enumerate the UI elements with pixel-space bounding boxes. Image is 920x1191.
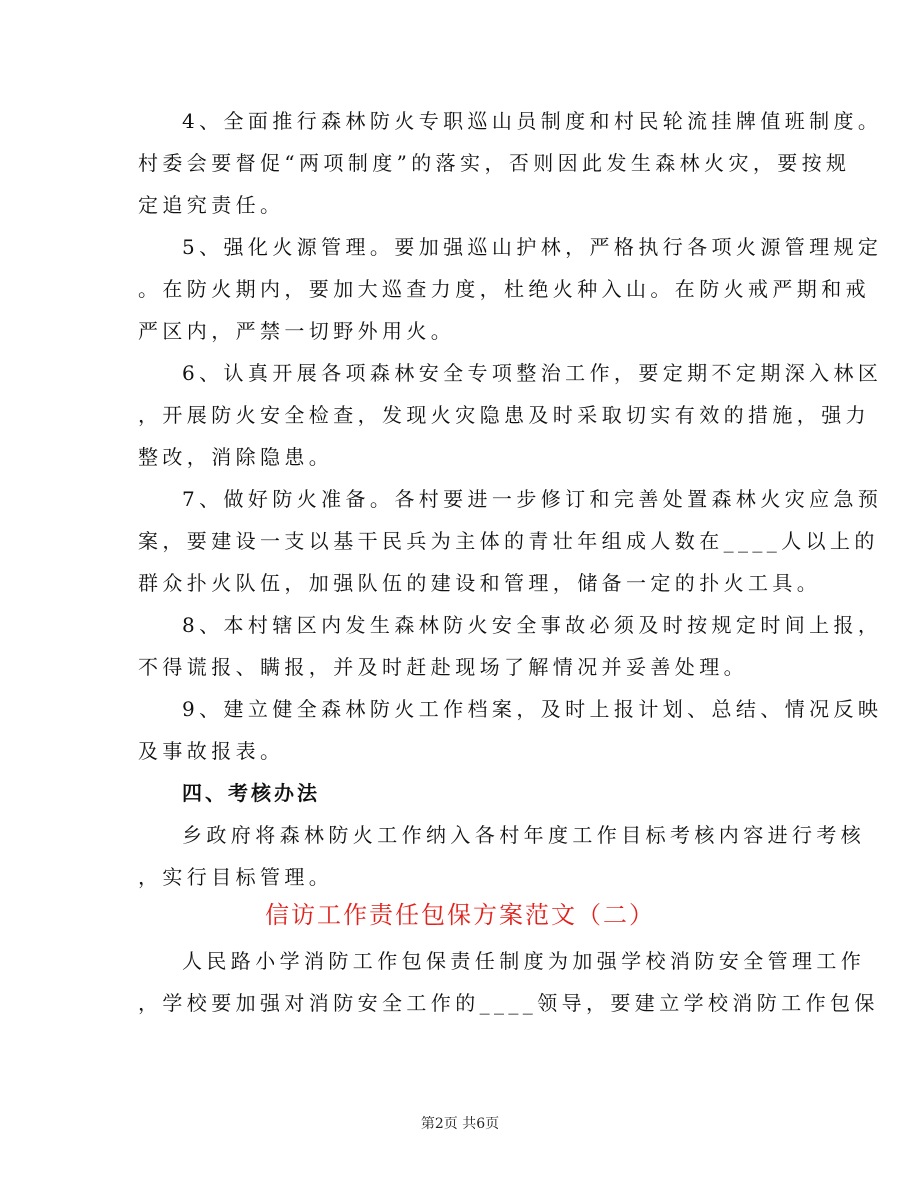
paragraph-line: ，实行目标管理。 <box>138 865 334 889</box>
paragraph-line: 群众扑火队伍，加强队伍的建设和管理，储备一定的扑火工具。 <box>138 571 822 595</box>
paragraph-line: 4、全面推行森林防火专职巡山员制度和村民轮流挂牌值班制度。 <box>182 109 883 133</box>
paragraph-line: 7、做好防火准备。各村要进一步修订和完善处置森林火灾应急预 <box>182 487 883 511</box>
paragraph-line: 8、本村辖区内发生森林防火安全事故必须及时按规定时间上报， <box>182 613 883 637</box>
paragraph-line: 乡政府将森林防火工作纳入各村年度工作目标考核内容进行考核 <box>182 823 866 847</box>
paragraph-line: 5、强化火源管理。要加强巡山护林，严格执行各项火源管理规定 <box>182 235 883 259</box>
page-number-footer: 第2页 共6页 <box>420 1116 500 1132</box>
paragraph-line: 定追究责任。 <box>138 193 285 217</box>
paragraph-line: 不得谎报、瞒报，并及时赶赴现场了解情况并妥善处理。 <box>138 655 748 679</box>
paragraph-line: 。在防火期内，要加大巡查力度，杜绝火种入山。在防火戒严期和戒 <box>138 277 870 301</box>
section-title: 信访工作责任包保方案范文（二） <box>265 901 655 929</box>
paragraph-line: 9、建立健全森林防火工作档案，及时上报计划、总结、情况反映 <box>182 697 883 721</box>
paragraph-line: 案，要建设一支以基干民兵为主体的青壮年组成人数在____人以上的 <box>138 529 879 553</box>
paragraph-line: 村委会要督促“两项制度”的落实，否则因此发生森林火灾，要按规 <box>138 151 851 175</box>
paragraph-line: 严区内，严禁一切野外用火。 <box>138 319 456 343</box>
paragraph-line: 及事故报表。 <box>138 739 285 763</box>
paragraph-line: 整改，消除隐患。 <box>138 445 334 469</box>
paragraph-line: 6、认真开展各项森林安全专项整治工作，要定期不定期深入林区 <box>182 361 883 385</box>
paragraph-line: ，学校要加强对消防安全工作的____领导，要建立学校消防工作包保 <box>138 991 879 1015</box>
paragraph-line: ，开展防火安全检查，发现火灾隐患及时采取切实有效的措施，强力 <box>138 403 870 427</box>
paragraph-line: 人民路小学消防工作包保责任制度为加强学校消防安全管理工作 <box>182 949 866 973</box>
section-heading: 四、考核办法 <box>182 781 320 805</box>
